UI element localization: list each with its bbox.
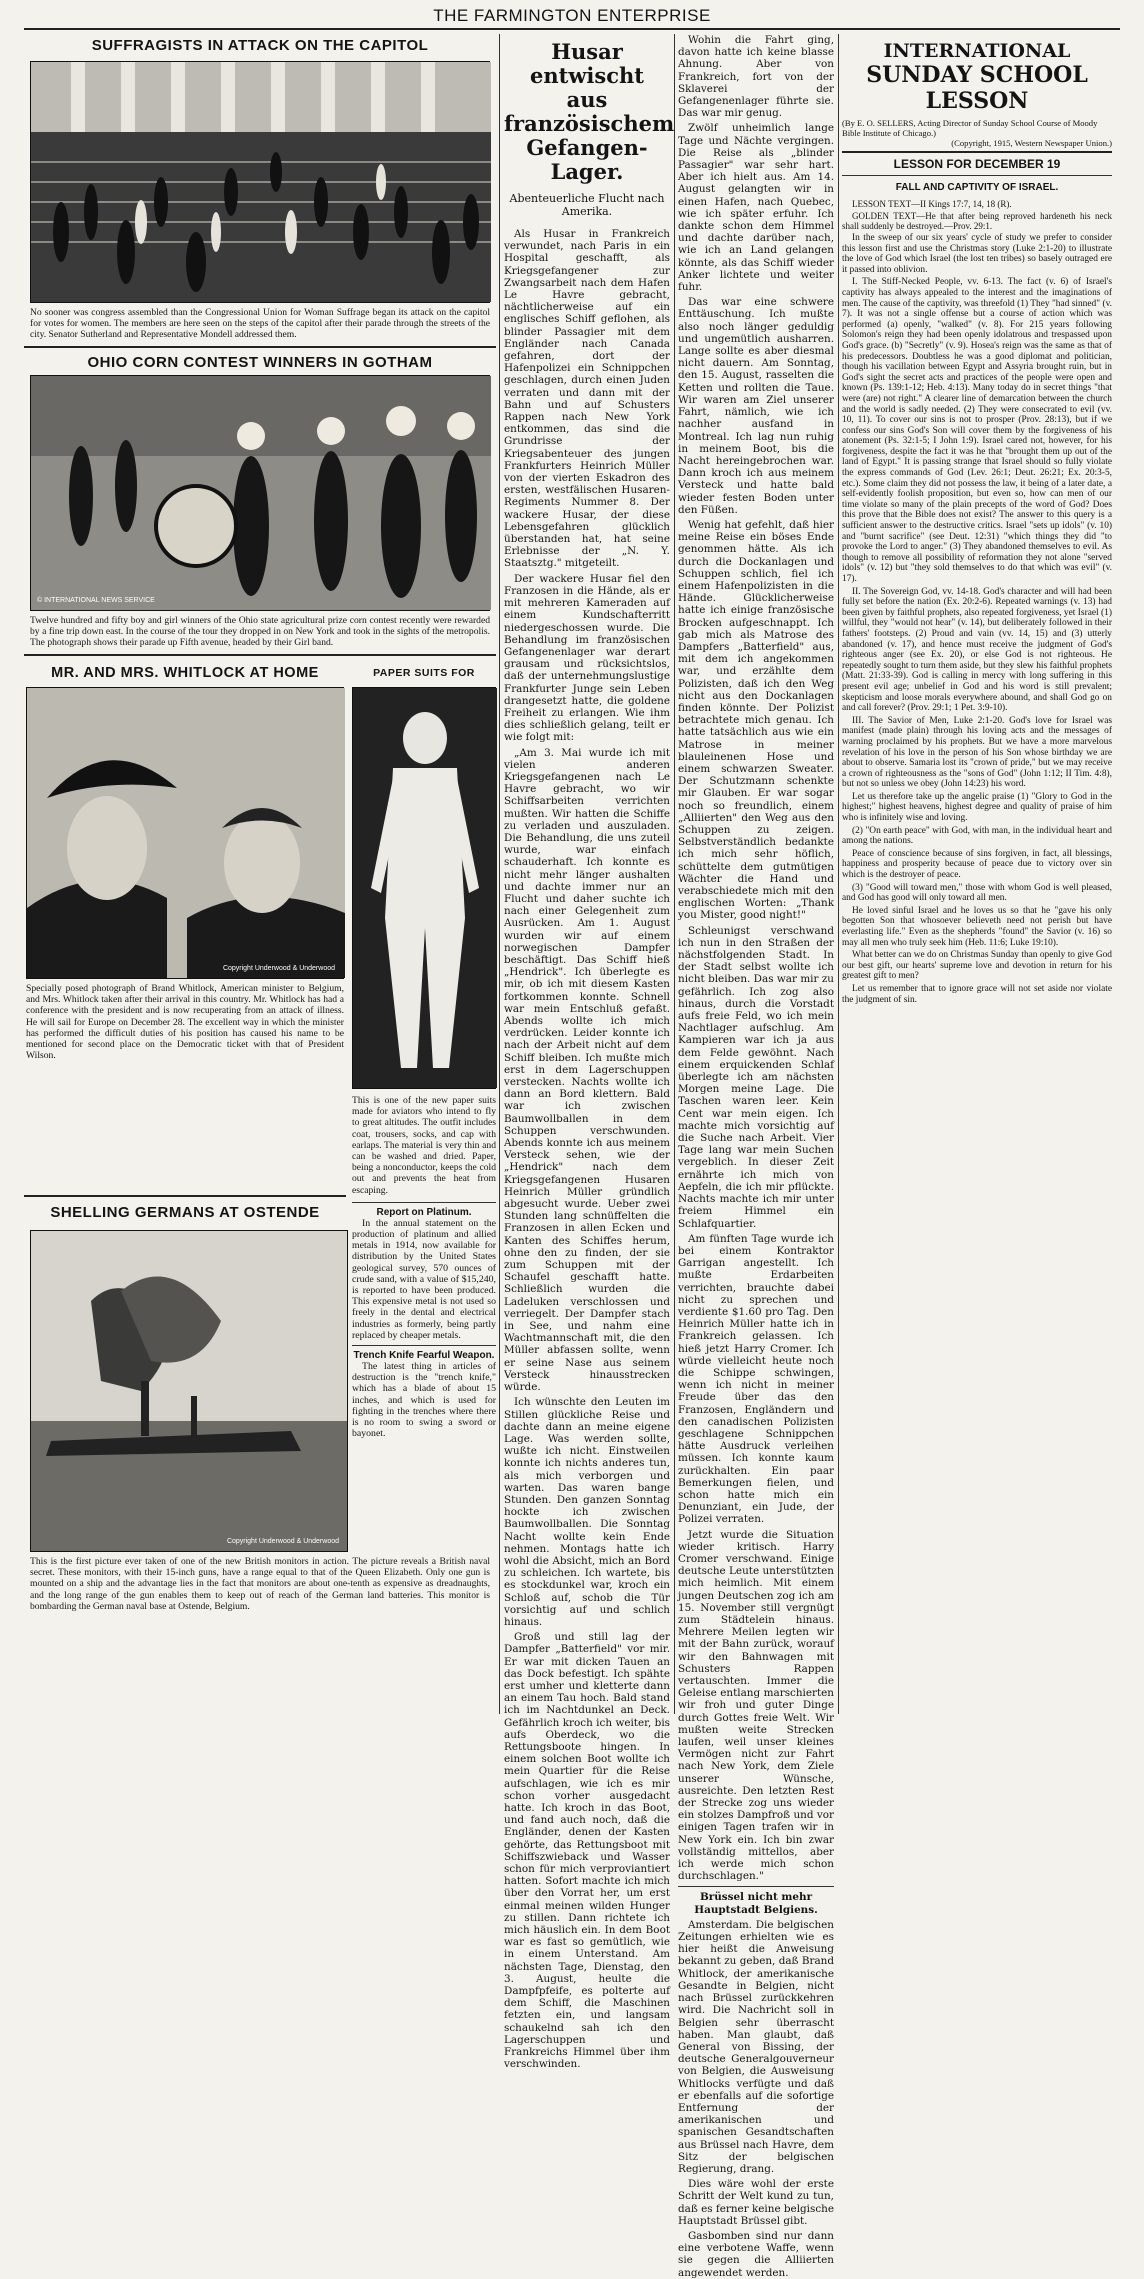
suffrage-headline: SUFFRAGISTS IN ATTACK ON THE CAPITOL [91, 37, 429, 54]
golden-text: GOLDEN TEXT—He that after being reproved hardeneth his neck shall suddenly be destroyed.—Prov. 29:1. [842, 211, 1112, 231]
column-rule [838, 34, 839, 1714]
lesson-para: (3) "Good will toward men," those with whom God is well pleased, and God has good will only toward all men. [842, 882, 1112, 904]
brussel-para: Dies wäre wohl der erste Schritt der Welt kund zu tun, daß es ferner keine belgische Hauptstadt Brüssel gibt. [678, 2178, 834, 2227]
husar-para: Als Husar in Frankreich verwundet, nach Paris in ein Hospital geschafft, als Kriegsgefangener zur Zwangsarbeit nach dem Hafen Le Havre gebracht, nächtlicherweise auf ein englisches Schiff geflohen, als blinder Passagier mit dem Engländer nach Canada gefahren, dort der Hafenpolizei ein Schnippchen geschlagen, durch einen Juden verraten und dann mit der Bahn und auf Schusters Rappen nach New York entkommen, das sind die Grundrisse der Kriegsabenteuer des jungen Frankfurters Heinrich Müller von der vierten Eskadron des ersten, westfälischen Husaren-Regiments Nummer 8. Der wackere Husar, der diese Lebensgefahren glücklich überstanden hat, hat seine Erlebnisse der „N. Y. Staatsztg." mitgeteilt. [504, 228, 670, 570]
photo-column [24, 34, 496, 1714]
husar-para: „Am 3. Mai wurde ich mit vielen anderen Kriegsgefangenen nach Le Havre gebracht, wo wir Schiffsarbeiten verrichten mußten. Wir hatten die Schiffe zu verladen und auszuladen. Die Behandlung, die uns zuteil wurde, war einfach schauderhaft. Ich konnte es nicht mehr länger aushalten und dachte immer nur an Flucht und daher suchte ich nach einer Gelegenheit zum Ausrücken. Am 1. August wurden wir auf einem norwegischen Dampfer beschäftigt. Das Schiff hieß „Hendrick". Ich überlegte es mir, ob ich mit diesem Kasten fortkommen konnte. Schnell war mein Entschluß gefaßt. Abends wollte ich mich verdrücken. Leider konnte ich nach der Arbeit nicht auf dem Schiff bleiben. Ich mußte mich erst in dem Lagerschuppen verstecken. Nachts wollte ich dann an Bord klettern. Bald war ich zwischen Baumwollballen in dem Schuppen verschwunden. Abends konnte ich aus meinem Versteck sehen, wie der „Hendrick" nach dem Kriegsgefangenen Husaren Heinrich Müller gründlich abgesucht wurde. Ueber zwei Stunden lang schnüffelten die Franzosen in allen Ecken und Kanten des Schiffes herum, ohne den zu finden, der sie zum Schuppen mit der Schaufel geschafft hatte. Schließlich wurden die Ladeluken verschlossen und verriegelt. Der Dampfer stach in See, und nahm eine Wachtmannschaft mit, die den Müller abfassen sollte, wenn er seine Nase aus seinem Versteck hinausstrecken würde. [504, 746, 670, 1394]
whitlock-watermark: Copyright Underwood & Underwood [222, 965, 335, 972]
ostende-watermark: Copyright Underwood & Underwood [226, 1538, 339, 1545]
divider [678, 1886, 834, 1887]
husar-headline-1: Husar entwischt [530, 39, 644, 88]
husar-headline-3: Gefangen-Lager. [526, 135, 648, 184]
husar-para: Am fünften Tage wurde ich bei einem Kontraktor Garrigan angestellt. Ich mußte Erdarbeiten verrichten, brauchte dabei nicht zu sprechen und verdiente $1.60 pro Tag. Den Heinrich Müller hatte ich in Frankreich gelassen. Ich hieß jetzt Harry Cromer. Ich würde vielleicht heute noch die Schippe schwingen, wenn ich nicht in meiner Freude über das den Franzosen, Engländern und den canadischen Polizisten geschlagene Schnippchen hätte Ausdruck verleihen müssen. Ich konnte kaum zurückhalten. Ein paar Bemerkungen fielen, und schon hatte mich ein Denunziant, ein Jude, der Polizei verraten. [678, 1232, 834, 1526]
brussel-para: Amsterdam. Die belgischen Zeitungen erhielten wie es hier heißt die Anweisung bekannt zu geben, daß Brand Whitlock, der amerikanische Gesandte in Belgien, nicht nach Brüssel zurückkehren wird. Die Nachricht soll in Belgien sehr überrascht haben. Man glaubt, daß General von Bissing, der deutsche Generalgouverneur von Belgien, die Ausweisung Whitlocks verfügte und daß er ebenfalls auf die sofortige Entfernung der amerikanischen und spanischen Gesandtschaften aus Brüssel nach Havre, dem Sitz der belgischen Regierung, drang. [678, 1918, 834, 2175]
sunday-school-column [842, 34, 1112, 1714]
husar-para: Der wackere Husar fiel den Franzosen in die Hände, als er mit mehreren Kameraden auf einem Kundschafterritt niedergeschossen wurde. Die Behandlung im französischen Gefangenenlager war derart grausam und rücksichtslos, daß der unternehmungslustige Frankfurter Junge sein Leben drangesetzt hatte, die goldene Freiheit zu erlangen. Wie ihm dies schließlich gelang, teilt er wie folgt mit: [504, 572, 670, 744]
divider [842, 151, 1112, 153]
sunday-copyright: (Copyright, 1915, Western Newspaper Union.) [951, 138, 1112, 148]
husar-para: Ich wünschte den Leuten im Stillen glückliche Reise und dachte dann an meine eigene Lage. Was werden sollte, wußte ich nicht. Einstweilen konnte ich nichts anderes tun, als mich verborgen und warten. Das waren bange Stunden. Den ganzen Sonntag hockte ich zwischen Baumwollballen. Die Sonntag Nacht wollte kein Ende nehmen. Montags hatte ich wohl die Absicht, mich an Bord zu schleichen. Ich wartete, bis es stockdunkel war, kroch ein Schloß auf, schob die Tür vorsichtig auf und schlich hinaus. [504, 1396, 670, 1628]
masthead: THE FARMINGTON ENTERPRISE [24, 6, 1120, 30]
divider [352, 1345, 496, 1346]
lesson-para: III. The Savior of Men, Luke 2:1-20. God's love for Israel was manifest (made plain) through his loving acts and the messages of warning proclaimed by his prophets. But we have a more marvelous revelation of his love in the person of his Son whose birthday we are about to observe. Samaria lost its "crown of pride," but we may receive a crown of righteousness as the "sons of God" (John 1:12; II Tim. 4:8), but not so unless we obey (John 14:23) his word. [842, 715, 1112, 790]
divider [842, 175, 1112, 176]
ohio-headline: OHIO CORN CONTEST WINNERS IN GOTHAM [87, 354, 433, 371]
sunday-byline: (By E. O. SELLERS, Acting Director of Sunday School Course of Moody Bible Institute of Chicago.) [842, 118, 1098, 138]
husar-para: Groß und still lag der Dampfer „Batterfield" vor mir. Er war mit dicken Tauen an das Dock befestigt. Ich spähte erst umher und kletterte dann an einem Tau hoch. Bald stand ich im Nachtdunkel an Deck. Gefährlich kroch ich weiter, bis aufs Oberdeck, wo die Rettungsboote hingen. In einem solchen Boot wollte ich mein Quartier für die Reise aufschlagen, wie ich es mir schon vorher ausgedacht hatte. Ich kroch in das Boot, und fand auch noch, daß die Engländer, denen der Kasten gehörte, das Rettungsboot mit Schiffszwieback und Wasser schon für mich verproviantiert hatten. Sofort machte ich mich über den Vorrat her, um erst einmal meinen wilden Hunger zu stillen. Dann richtete ich mich häuslich ein. In dem Boot war es fast so gemütlich, wie in einem Unterstand. Am nächsten Tage, Dienstag, den 3. August, heulte die Dampfpfeife, es polterte auf dem Schiff, die Maschinen fetzten ein, und langsam schaukelnd sah ich den Lagerschuppen und Frankreichs Himmel über ihm verschwinden. [504, 1631, 670, 2071]
platinum-text: In the annual statement on the production of platinum and allied metals in 1914, now available for distribution by the United States geological survey, 570 ounces of crude sand, with a value of $15,240, is reported to have been produced. This expensive metal is not used so freely in the dental and electrical industries as formerly, being partly replaced by cheaper metals. [352, 1217, 496, 1341]
lesson-para: (2) "On earth peace" with God, with man, in the individual heart and among the nations. [842, 825, 1112, 847]
brussel-para: Gasbomben sind nur dann eine verbotene Waffe, wenn sie gegen die Alliierten angewendet werden. [678, 2229, 834, 2279]
ohio-caption: Twelve hundred and fifty boy and girl winners of the Ohio state agricultural prize corn contest recently were rewarded by a fine trip down east. In the course of the tour they dropped in on New York and took in the sights of the metropolis. The photograph shows their parade up Fifth avenue, headed by their Girl band. [30, 615, 490, 649]
lesson-para: Let us therefore take up the angelic praise (1) "Glory to God in the highest;" highest heavens, highest degree and quality of praise of him who is infinitely wise and loving. [842, 791, 1112, 824]
trench-text: The latest thing in articles of destruction is the "trench knife," which has a blade of about 15 inches, and which is used for fighting in the trenches where there is no room to swing a sword or bayonet. [352, 1361, 496, 1440]
husar-subhead: Abenteuerliche Flucht nach Amerika. [509, 192, 665, 218]
sunday-title-3: LESSON [925, 88, 1029, 114]
whitlock-headline: MR. AND MRS. WHITLOCK AT HOME [51, 665, 319, 681]
lesson-para: In the sweep of our six years' cycle of study we prefer to consider this lesson first and use the Christmas story (Luke 2:1-20) to illustrate the love of God which Israel (the lost ten tribes) so basely outraged ere it passed into oblivion. [842, 233, 1112, 275]
lesson-for: LESSON FOR DECEMBER 19 [893, 157, 1061, 171]
husar-para: Wenig hat gefehlt, daß hier meine Reise ein böses Ende genommen hätte. Als ich durch die Dockanlagen und Schuppen schlich, fiel ich einem Hafenpolizisten in die Hände. Glücklicherweise hatte ich einige französische Brocken aufgeschnappt. Ich gab mich als Matrose des Dampfers „Batterfield" aus, mit dem ich angekommen war, und erzählte dem Polizisten, daß ich den Weg nicht aus den Dockanlagen finden könnte. Der Polizist betrachtete mich genau. Ich hatte tatsächlich aus wie ein Matrose in meiner blauleinenen Hose und einem schwarzen Sweater. Der Schutzmann schenkte mir Glauben. Er war sogar noch so freundlich, einem „Alliierten" den Weg aus den Schuppen zu zeigen. Selbstverständlich bedankte ich mich sehr höflich, schüttelte dem gutmütigen Wächter die Hand und verabschiedete mich mit den englischen Worten: „Thank you Mister, good night!" [678, 518, 834, 922]
husar-headline-2: aus französischem [504, 87, 675, 136]
divider [352, 1202, 496, 1203]
lesson-para: What better can we do on Christmas Sunday than openly to give God our best gift, our hearts' supreme love and devotion in return for his greatest gift to men? [842, 950, 1112, 982]
husar-para: Zwölf unheimlich lange Tage und Nächte vergingen. Die Reise als „blinder Passagier" war sehr hart. Aber ich hielt aus. Am 14. August gelangten wir in einen Hafen, nach Quebec, wie ich später erfuhr. Ich dankte schon dem Himmel und dachte darüber nach, wie ich an Land gelangen könnte, als das Schiff wieder Anker lichtete und weiter fuhr. [678, 122, 834, 294]
german-column-2 [678, 34, 834, 2279]
german-column-1 [504, 34, 675, 2071]
paper-photo [352, 687, 496, 1089]
ohio-photo [30, 375, 490, 611]
column-rule [674, 34, 675, 1714]
ostende-photo [30, 1230, 348, 1552]
suffrage-photo [30, 61, 490, 303]
divider [24, 346, 496, 348]
whitlock-caption: Specially posed photograph of Brand Whitlock, American minister to Belgium, and Mrs. Whitlock taken after their arrival in this country. Mr. Whitlock has had a conference with the president and is now recuperating from an attack of illness. He will sail for Europe on December 28. The excellent way in which the minister has performed the difficult duties of his position has caused his name to be mentioned for second place on the Democratic ticket with that of President Wilson. [26, 983, 344, 1062]
lesson-para: I. The Stiff-Necked People, vv. 6-13. The fact (v. 6) of Israel's captivity has always appealed to the interest and the imaginations of men. The cause of the captivity, was threefold (1) They "had sinned" (v. 7). It was not a single offense but a course of action which was performed (a) openly, "walked" (v. 8). For 215 years following Solomon's reign they had been openly idolatrous and trespassed upon God's grace. (b) "Secretly" (v. 9). Hosea's reign was the same as that of his predecessors. Doubtless he was a good diplomat and politician, though his vacillation between Egypt and Assyria brought ruin, but in God's sight the secret acts and practices of the people were open and known (Ps. 139:1-12; Heb. 4:13). Many today do in secret things "that were (are) not right." A clearer line of demarcation between the church and the world is sadly needed. (2) They were consecrated to evil (vv. 10, 11). To cover our sins is not to prosper (Prov. 28:13), but if we confess our sins God's Son will cover them by the forgiveness of his atonement (Ps. 32:1-5; I John 1:9). Israel cared not, however, for his forgiveness, despite the fact it was he that "brought them up out of the land of Egypt." It is passing strange that Israel should so fully violate the express commands of God (Lev. 26:1; Deut. 26:21; Ex. 20:3-5, etc.). Some claim they did not possess the law, it being of a later date, a self-evidently foolish proposition, but even so, how can men of our time violate so many of the plain precepts of the word of God? Does this prove that the Bible does not exist? The answer to this query is a sufficient answer to the destructive critics. Israel "sets up idols" (v. 10) and "burnt sacrifice" (see Deut. 12:31) "which things they did "to provoke the Lord to anger." (3) They abandoned themselves to evil. As though to remove all possibility of reformation they not alone "served idols" (v. 12) but "they sold themselves to do that which was evil" (v. 17). [842, 277, 1112, 584]
sunday-title-2: SUNDAY SCHOOL [866, 62, 1088, 88]
trench-headline: Trench Knife Fearful Weapon. [353, 1350, 495, 1362]
ostende-headline: SHELLING GERMANS AT OSTENDE [50, 1204, 320, 1221]
paper-headline: PAPER SUITS FOR [373, 667, 475, 679]
paper-block [352, 659, 496, 1441]
lesson-para: II. The Sovereign God, vv. 14-18. God's character and will had been fully set before the nation (Ex. 20:2-6). Repeated warnings (v. 13) had been given by faithful prophets, also repeated forgiveness, yet Israel (1) willful, they "would not hear" (v. 14), but deliberately followed in their fathers' footsteps. (2) Proud and vain (vv. 14, 15) and (3) utterly abandoned (v. 17), and hence must receive the judgment of God's righteous anger (see Ex. 20), or else God is not righteous. He repeatedly sought to turn them aside, but they slew his faithful prophets (Matt. 21:33-39). God is calling in mercy with long suffering in this present evil age; unbelief in God and his word is still prevalent; skepticism and loose morals everywhere abound, and shall God go on and call forever? (Prov. 29:1; 1 Pet. 3:9-10). [842, 586, 1112, 714]
platinum-headline: Report on Platinum. [376, 1206, 472, 1218]
lesson-text: LESSON TEXT—II Kings 17:7, 14, 18 (R). [852, 199, 1012, 209]
column-rule [499, 34, 500, 1714]
lesson-para: Let us remember that to ignore grace will not set aside nor violate the judgment of sin. [842, 983, 1112, 1005]
husar-para: Schleunigst verschwand ich nun in den Straßen der nächstfolgenden Stadt. In der Stadt selbst wollte ich nicht bleiben. Das war mir zu gefährlich. Ich zog also hinaus, durch die Vorstadt aufs freie Feld, wo ich mein Nachtlager aufschlug. Am Kampieren war ich ja aus dem Felde gewöhnt. Nach einem erquickenden Schlaf überlegte ich am nächsten Morgen meine Lage. Die Taschen waren leer. Kein Cent war mein eigen. Ich machte mich vorsichtig auf die Suche nach Arbeit. Vier Tage lang war mein Suchen vergeblich. In dieser Zeit ernährte ich mich von Aepfeln, die ich mir pflückte. Nachts machte ich mir unter freiem Himmel ein Schlafquartier. [678, 924, 834, 1230]
divider [24, 1195, 346, 1197]
husar-para: Das war eine schwere Enttäuschung. Ich mußte also noch länger geduldig und ungemütlich ausharren. Lange sollte es aber diesmal nicht dauern. Am Sonntag, den 15. August, rasselten die Ketten und rollten die Taue. Wir waren am Ziel unserer Fahrt, nämlich, wie ich nachher ausfand in Montreal. Ich lag nun ruhig in meinem Boot, bis die Nacht hereingebrochen war. Dann kroch ich aus meinem Versteck und hatte bald wieder festen Boden unter den Füßen. [678, 296, 834, 516]
brussel-headline: Brüssel nicht mehr Hauptstadt Belgiens. [694, 1891, 818, 1916]
lesson-para: Peace of conscience because of sins forgiven, in fact, all blessings, happiness and prosperity because of peace due to victory over sin which is the destroyer of peace. [842, 848, 1112, 881]
whitlock-photo [26, 687, 344, 979]
ohio-watermark: © INTERNATIONAL NEWS SERVICE [37, 597, 155, 604]
sunday-title-1: INTERNATIONAL [883, 40, 1071, 62]
suffrage-caption: No sooner was congress assembled than the Congressional Union for Woman Suffrage began its attack on the capitol for votes for women. The members are here seen on the steps of the capitol after their parade through the streets of the city. Senator Sutherland and Representative Mondell addressed them. [30, 307, 490, 341]
paper-caption: This is one of the new paper suits made for aviators who intend to fly to great altitudes. The outfit includes coat, trousers, socks, and cap with earlaps. The material is very thin and can be washed and dried. Paper, being a nonconductor, keeps the cold out and prevents the heat from escaping. [352, 1095, 496, 1196]
lesson-para: He loved sinful Israel and he loves us so that he "gave his only begotten Son that whosoever believeth need not perish but have everlasting life." Even as the shepherds "found" the Savior (v. 16) so may all men who truly seek him (Heb. 11:6; Luke 19:10). [842, 905, 1112, 948]
divider [24, 654, 496, 656]
husar-para: Jetzt wurde die Situation wieder kritisch. Harry Cromer verschwand. Einige deutsche Leute unterstützten mich heimlich. Mit einem jungen Deutschen zog ich am 15. November still vergnügt zum Städtelein hinaus. Mehrere Meilen legten wir mit der Bahn zurück, worauf wir den Bahnwagen mit Schusters Rappen vertauschten. Immer die Geleise entlang marschierten wir froh und guter Dinge durch Gottes freie Welt. Wir mußten weite Strecken laufen, weil unser kleines Vermögen nicht zur Fahrt nach New York, dem Ziele unserer Wünsche, ausreichte. Den letzten Rest der Strecke zog uns wieder ein stolzes Dampfroß und vor einigen Tagen trafen wir in New York ein. Ich bin zwar vollständig mittellos, aber ich werde mich schon durchschlagen." [678, 1528, 834, 1883]
ostende-block [24, 1192, 346, 1226]
ostende-caption: This is the first picture ever taken of one of the new British monitors in action. The picture reveals a British naval secret. These monitors, with their 15-inch guns, have a range equal to that of the Queen Elizabeth. Only one gun is mounted on a ship and the advantage lies in the fact that monitors are about one-tenth as expensive as dreadnaughts, and the long range of the gun enables them to keep out of reach of the German land batteries. This monitor is bombarding the German naval base at Ostende, Belgium. [30, 1556, 490, 1612]
husar-para: Wohin die Fahrt ging, davon hatte ich keine blasse Ahnung. Aber von Frankreich, fort von der Sklaverei der Gefangenenlager führte sie. Das war mir genug. [678, 34, 834, 120]
lesson-topic: FALL AND CAPTIVITY OF ISRAEL. [895, 182, 1059, 193]
